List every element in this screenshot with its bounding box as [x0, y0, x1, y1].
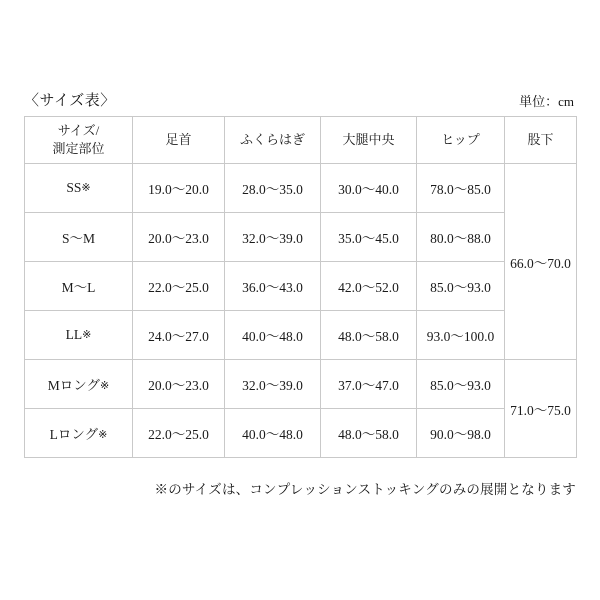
header-hip: ヒップ — [417, 117, 505, 164]
size-table — [24, 116, 577, 458]
size-name: M〜L — [61, 280, 96, 295]
header-row-label-line1: サイズ/ — [57, 123, 100, 139]
cell-thigh-center: 30.0〜40.0 — [321, 164, 417, 213]
size-name: Lロング — [49, 427, 99, 442]
cell-thigh-center: 42.0〜52.0 — [321, 262, 417, 311]
table-row — [25, 213, 577, 262]
cell-hip: 85.0〜93.0 — [417, 360, 505, 409]
row-label-ss — [25, 164, 133, 213]
header-ankle: 足首 — [133, 117, 225, 164]
footnote: ※のサイズは、コンプレッションストッキングのみの展開となります — [154, 482, 576, 497]
table-row — [25, 409, 577, 458]
cell-inseam-group-2: 71.0〜75.0 — [505, 360, 577, 458]
cell-calf: 28.0〜35.0 — [225, 164, 321, 213]
size-name: S〜M — [61, 231, 95, 246]
cell-hip: 78.0〜85.0 — [417, 164, 505, 213]
cell-ankle: 24.0〜27.0 — [133, 311, 225, 360]
header-thigh-center: 大腿中央 — [321, 117, 417, 164]
size-mark: ※ — [100, 380, 110, 392]
size-mark: ※ — [82, 329, 92, 341]
cell-ankle: 20.0〜23.0 — [133, 360, 225, 409]
size-mark: ※ — [81, 182, 91, 194]
cell-calf: 36.0〜43.0 — [225, 262, 321, 311]
table-row — [25, 262, 577, 311]
cell-ankle: 22.0〜25.0 — [133, 262, 225, 311]
cell-hip: 90.0〜98.0 — [417, 409, 505, 458]
cell-calf: 40.0〜48.0 — [225, 409, 321, 458]
row-label-m-l — [25, 262, 133, 311]
row-label-ll — [25, 311, 133, 360]
cell-ankle: 19.0〜20.0 — [133, 164, 225, 213]
size-mark: ※ — [98, 429, 108, 441]
row-label-s-m — [25, 213, 133, 262]
cell-calf: 32.0〜39.0 — [225, 213, 321, 262]
cell-thigh-center: 48.0〜58.0 — [321, 409, 417, 458]
header-row-label-line2: 測定部位 — [52, 141, 105, 156]
cell-ankle: 20.0〜23.0 — [133, 213, 225, 262]
document-header — [24, 88, 576, 110]
table-row — [25, 164, 577, 213]
cell-thigh-center: 48.0〜58.0 — [321, 311, 417, 360]
header-calf: ふくらはぎ — [225, 117, 321, 164]
cell-hip: 80.0〜88.0 — [417, 213, 505, 262]
size-name: SS — [66, 180, 82, 195]
cell-hip: 85.0〜93.0 — [417, 262, 505, 311]
cell-inseam-group-1: 66.0〜70.0 — [505, 164, 577, 360]
cell-calf: 32.0〜39.0 — [225, 360, 321, 409]
header-inseam: 股下 — [505, 117, 577, 164]
cell-thigh-center: 35.0〜45.0 — [321, 213, 417, 262]
size-name: LL — [65, 327, 83, 342]
header-row-label — [25, 117, 133, 164]
cell-thigh-center: 37.0〜47.0 — [321, 360, 417, 409]
table-header-row — [25, 117, 577, 164]
cell-calf: 40.0〜48.0 — [225, 311, 321, 360]
row-label-l-long — [25, 409, 133, 458]
table-row — [25, 360, 577, 409]
cell-hip: 93.0〜100.0 — [417, 311, 505, 360]
size-name: Mロング — [47, 378, 100, 393]
row-label-m-long — [25, 360, 133, 409]
unit-label: 単位：cm — [519, 94, 574, 109]
page-title: 〈サイズ表〉 — [24, 93, 116, 109]
cell-ankle: 22.0〜25.0 — [133, 409, 225, 458]
table-row — [25, 311, 577, 360]
